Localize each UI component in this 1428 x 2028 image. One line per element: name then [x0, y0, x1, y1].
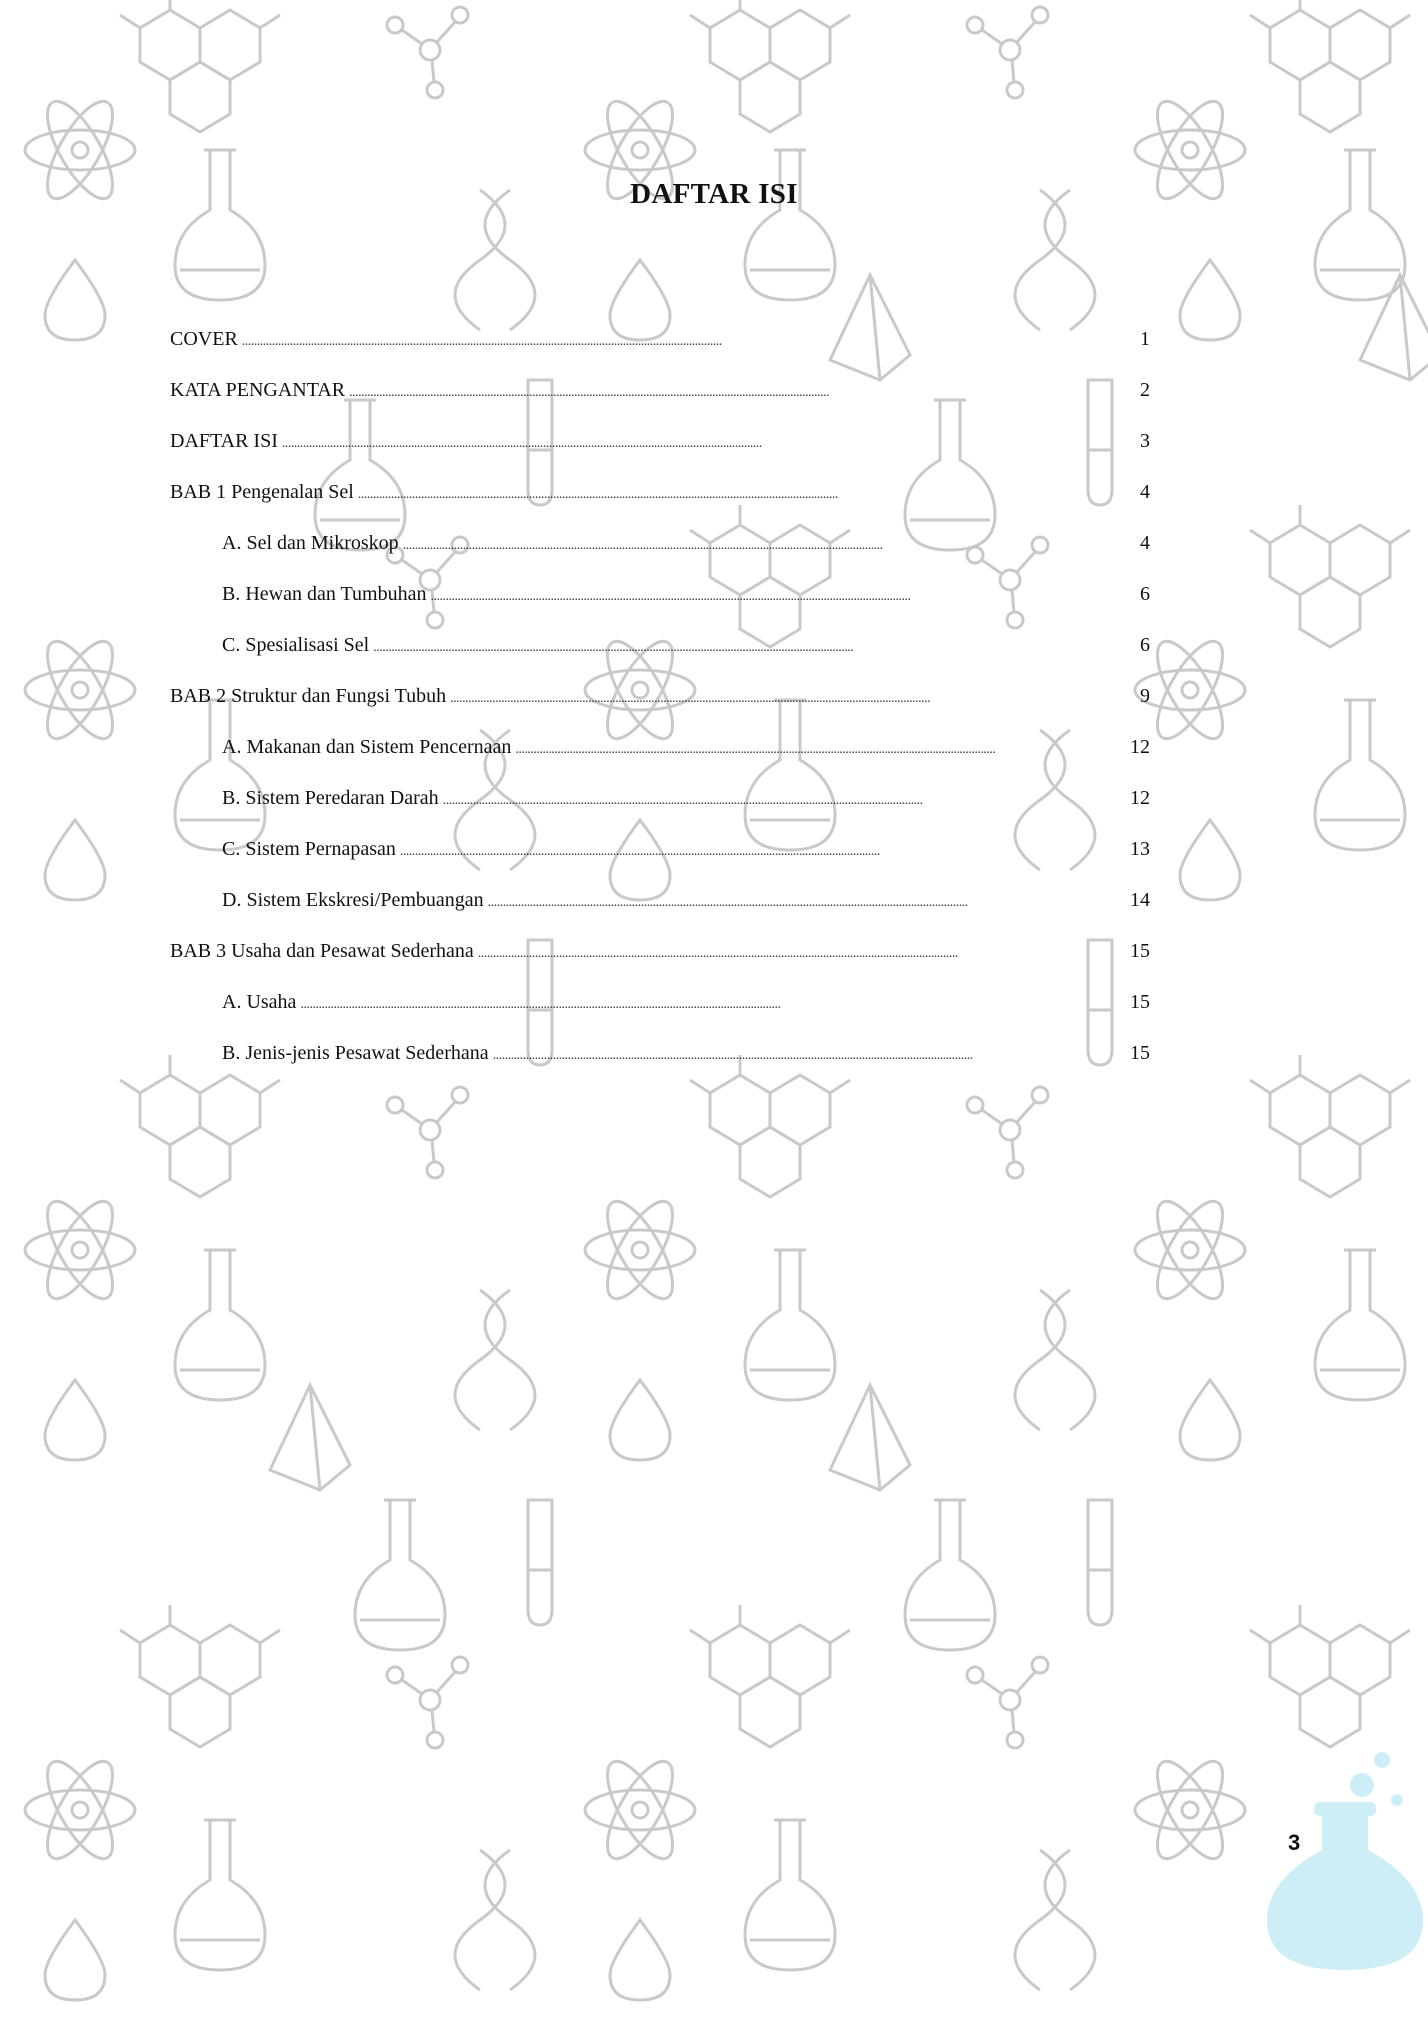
toc-entry-page: 4 — [1140, 532, 1150, 554]
toc-entry-page: 1 — [1140, 328, 1150, 350]
toc-dot-leader — [403, 538, 1086, 554]
toc-entry[interactable] — [170, 481, 1150, 511]
toc-entry-label: A. Usaha — [222, 991, 297, 1013]
toc-entry[interactable] — [170, 1042, 1150, 1072]
toc-entry-page: 3 — [1140, 430, 1150, 452]
toc-entry[interactable] — [170, 634, 1150, 664]
corner-flask-icon — [1262, 1740, 1428, 1970]
toc-entry[interactable] — [170, 940, 1150, 970]
toc-entry[interactable] — [170, 685, 1150, 715]
toc-entry[interactable] — [170, 736, 1150, 766]
toc-dot-leader — [478, 946, 1086, 962]
page-title: DAFTAR ISI — [630, 178, 798, 210]
toc-entry[interactable] — [170, 328, 1150, 358]
toc-entry-label: BAB 1 Pengenalan Sel — [170, 481, 354, 503]
toc-entry[interactable] — [170, 532, 1150, 562]
toc-dot-leader — [282, 436, 1086, 452]
toc-dot-leader — [400, 844, 1086, 860]
toc-entry-label: BAB 3 Usaha dan Pesawat Sederhana — [170, 940, 474, 962]
page-number: 3 — [1288, 1830, 1301, 1855]
toc-entry-page: 15 — [1130, 1042, 1150, 1064]
toc-dot-leader — [450, 691, 1086, 707]
toc-dot-leader — [358, 487, 1086, 503]
toc-entry-label: BAB 2 Struktur dan Fungsi Tubuh — [170, 685, 447, 707]
toc-entry-page: 15 — [1130, 991, 1150, 1013]
toc-entry-page: 6 — [1140, 634, 1150, 656]
toc-entry-page: 13 — [1130, 838, 1150, 860]
toc-entry[interactable] — [170, 787, 1150, 817]
toc-dot-leader — [515, 742, 1086, 758]
toc-dot-leader — [430, 589, 1086, 605]
toc-dot-leader — [373, 640, 1086, 656]
toc-entry[interactable] — [170, 379, 1150, 409]
toc-entry[interactable] — [170, 889, 1150, 919]
toc-entry-page: 14 — [1130, 889, 1150, 911]
toc-entry-label: COVER — [170, 328, 238, 350]
toc-entry-page: 4 — [1140, 481, 1150, 503]
toc-dot-leader — [443, 793, 1086, 809]
toc-entry[interactable] — [170, 430, 1150, 460]
toc-entry-page: 12 — [1130, 736, 1150, 758]
toc-dot-leader — [349, 385, 1086, 401]
toc-entry-label: C. Sistem Pernapasan — [222, 838, 396, 860]
toc-dot-leader — [488, 895, 1086, 911]
toc-entry-page: 2 — [1140, 379, 1150, 401]
toc-entry-label: A. Makanan dan Sistem Pencernaan — [222, 736, 512, 758]
toc-dot-leader — [493, 1048, 1086, 1064]
toc-entry-label: C. Spesialisasi Sel — [222, 634, 370, 656]
toc-dot-leader — [300, 997, 1086, 1013]
toc-entry-label: B. Sistem Peredaran Darah — [222, 787, 439, 809]
toc-entry-page: 15 — [1130, 940, 1150, 962]
toc-entry-label: B. Hewan dan Tumbuhan — [222, 583, 427, 605]
toc-entry-label: DAFTAR ISI — [170, 430, 278, 452]
toc-entry-label: D. Sistem Ekskresi/Pembuangan — [222, 889, 484, 911]
toc-dot-leader — [242, 334, 1086, 350]
toc-entry[interactable] — [170, 838, 1150, 868]
toc-entry-page: 6 — [1140, 583, 1150, 605]
toc-entry-label: KATA PENGANTAR — [170, 379, 346, 401]
toc-entry-page: 12 — [1130, 787, 1150, 809]
toc-entry-label: A. Sel dan Mikroskop — [222, 532, 399, 554]
toc-entry-label: B. Jenis-jenis Pesawat Sederhana — [222, 1042, 489, 1064]
toc-entry[interactable] — [170, 991, 1150, 1021]
toc-entry[interactable] — [170, 583, 1150, 613]
toc-entry-page: 9 — [1140, 685, 1150, 707]
